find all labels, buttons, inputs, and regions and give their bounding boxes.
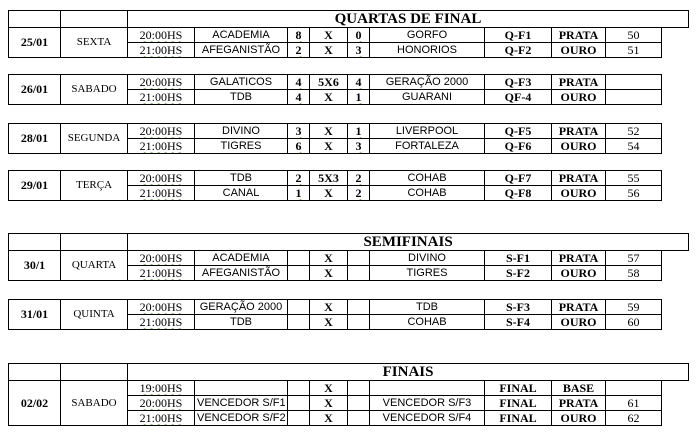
match-row [9, 75, 689, 90]
quartas-group-4 [8, 170, 689, 201]
match-category: PRATA [552, 28, 606, 43]
match-weekday: SABADO [61, 75, 128, 105]
match-number: 54 [606, 139, 662, 154]
match-time [128, 171, 195, 186]
away-score-text: 4 [355, 74, 362, 89]
finais-title: FINAIS [128, 364, 689, 381]
match-number [606, 75, 662, 90]
home-team: TIGRES [195, 139, 288, 154]
match-time [128, 186, 195, 201]
match-time-text: 21:00HS [139, 185, 183, 200]
match-time [128, 28, 195, 43]
match-time [128, 266, 195, 281]
match-category: OURO [552, 266, 606, 281]
match-time [128, 75, 195, 90]
versus-mark: X [310, 315, 348, 330]
away-team: GUARANI [370, 90, 485, 105]
match-code: FINAL [485, 396, 552, 411]
match-number [606, 90, 662, 105]
match-number: 52 [606, 124, 662, 139]
match-code: Q-F3 [485, 75, 552, 90]
away-score-text: 0 [355, 27, 362, 42]
match-weekday: QUINTA [61, 300, 128, 330]
match-time-text: 20:00HS [139, 170, 183, 185]
home-team: VENCEDOR S/F2 [195, 411, 288, 426]
home-score-text: 1 [295, 185, 302, 200]
home-score-text: 2 [295, 170, 302, 185]
match-time-text: 21:00HS [139, 265, 183, 280]
match-code: S-F4 [485, 315, 552, 330]
away-score [348, 124, 370, 139]
match-time-text: 21:00HS [139, 314, 183, 329]
match-time-text: 20:00HS [139, 299, 183, 314]
header-blank [61, 364, 128, 381]
away-score [348, 90, 370, 105]
match-category: OURO [552, 186, 606, 201]
home-score [288, 300, 310, 315]
away-score [348, 396, 370, 411]
match-date: 25/01 [9, 28, 61, 58]
away-score [348, 139, 370, 154]
quartas-group-1 [8, 10, 689, 58]
match-category: OURO [552, 90, 606, 105]
match-time-text: 21:00HS [139, 42, 183, 57]
away-score [348, 315, 370, 330]
home-score [288, 315, 310, 330]
match-category: PRATA [552, 251, 606, 266]
match-time-text: 21:00HS [139, 410, 183, 425]
versus-mark: X [310, 90, 348, 105]
match-time [128, 90, 195, 105]
header-blank [61, 234, 128, 251]
header-blank [9, 11, 61, 28]
match-time-text: 21:00HS [139, 89, 183, 104]
away-team: GERAÇÃO 2000 [370, 75, 485, 90]
home-team: AFEGANISTÃO [195, 43, 288, 58]
away-score [348, 300, 370, 315]
semi-title: SEMIFINAIS [128, 234, 689, 251]
home-score [288, 75, 310, 90]
away-score-text: 1 [355, 123, 362, 138]
home-score [288, 90, 310, 105]
away-score [348, 171, 370, 186]
match-code: S-F2 [485, 266, 552, 281]
match-category: BASE [552, 381, 606, 396]
home-team: GALATICOS [195, 75, 288, 90]
match-row [9, 300, 689, 315]
match-code: Q-F5 [485, 124, 552, 139]
match-code: Q-F7 [485, 171, 552, 186]
match-time-text: 20:00HS [139, 250, 183, 265]
versus-mark: 5X6 [310, 75, 348, 90]
home-score-text: 2 [295, 42, 302, 57]
home-score [288, 396, 310, 411]
away-score [348, 43, 370, 58]
away-score [348, 186, 370, 201]
match-date: 31/01 [9, 300, 61, 330]
match-number: 61 [606, 396, 662, 411]
match-category: OURO [552, 411, 606, 426]
away-score [348, 381, 370, 396]
quartas-group-2 [8, 74, 689, 105]
match-date: 29/01 [9, 171, 61, 201]
versus-mark: X [310, 396, 348, 411]
away-team: GORFO [370, 28, 485, 43]
match-row [9, 171, 689, 186]
away-team: COHAB [370, 171, 485, 186]
match-code: Q-F2 [485, 43, 552, 58]
home-team: ACADEMIA [195, 28, 288, 43]
away-team: COHAB [370, 315, 485, 330]
match-number: 60 [606, 315, 662, 330]
match-number: 59 [606, 300, 662, 315]
match-code: Q-F1 [485, 28, 552, 43]
match-code: FINAL [485, 381, 552, 396]
header-blank [9, 364, 61, 381]
match-code: QF-4 [485, 90, 552, 105]
quartas-title: QUARTAS DE FINAL [128, 11, 689, 28]
away-team: VENCEDOR S/F4 [370, 411, 485, 426]
away-team: LIVERPOOL [370, 124, 485, 139]
match-time [128, 411, 195, 426]
versus-mark: X [310, 186, 348, 201]
header-blank [9, 234, 61, 251]
away-team: TIGRES [370, 266, 485, 281]
home-score [288, 139, 310, 154]
semi-group-2 [8, 299, 689, 330]
match-number: 57 [606, 251, 662, 266]
versus-mark: X [310, 139, 348, 154]
match-code: Q-F8 [485, 186, 552, 201]
home-score [288, 381, 310, 396]
match-category: PRATA [552, 396, 606, 411]
match-row [9, 251, 689, 266]
away-score-text: 2 [355, 170, 362, 185]
versus-mark: X [310, 251, 348, 266]
versus-mark: X [310, 28, 348, 43]
home-team: CANAL [195, 186, 288, 201]
home-score [288, 28, 310, 43]
match-time-text: 19:00HS [139, 380, 183, 395]
match-date: 02/02 [9, 381, 61, 426]
home-team: TDB [195, 90, 288, 105]
match-code: S-F3 [485, 300, 552, 315]
match-row [9, 28, 689, 43]
match-category: OURO [552, 315, 606, 330]
match-row [9, 124, 689, 139]
away-team: VENCEDOR S/F3 [370, 396, 485, 411]
home-score-text: 4 [295, 74, 302, 89]
match-category: OURO [552, 139, 606, 154]
match-weekday: SABADO [61, 381, 128, 426]
match-weekday: TERÇA [61, 171, 128, 201]
match-time [128, 315, 195, 330]
match-category: OURO [552, 43, 606, 58]
versus-mark: X [310, 300, 348, 315]
away-team: COHAB [370, 186, 485, 201]
home-score-text: 4 [295, 89, 302, 104]
match-weekday: QUARTA [61, 251, 128, 281]
semi-group-1 [8, 233, 689, 281]
away-score-text: 2 [355, 185, 362, 200]
versus-mark: 5X3 [310, 171, 348, 186]
home-score [288, 171, 310, 186]
match-time-text: 20:00HS [139, 74, 183, 89]
home-team: TDB [195, 171, 288, 186]
match-time-text: 20:00HS [139, 123, 183, 138]
home-team: DIVINO [195, 124, 288, 139]
match-date: 26/01 [9, 75, 61, 105]
away-score-text: 1 [355, 89, 362, 104]
match-weekday: SEXTA [61, 28, 128, 58]
home-score-text: 3 [295, 123, 302, 138]
match-number: 56 [606, 186, 662, 201]
away-team: HONORIOS [370, 43, 485, 58]
match-number: 50 [606, 28, 662, 43]
match-number: 62 [606, 411, 662, 426]
away-score [348, 266, 370, 281]
home-score-text: 8 [295, 27, 302, 42]
home-team: AFEGANISTÃO [195, 266, 288, 281]
home-team: TDB [195, 315, 288, 330]
match-time [128, 381, 195, 396]
home-score [288, 411, 310, 426]
match-time [128, 251, 195, 266]
versus-mark: X [310, 411, 348, 426]
home-team [195, 381, 288, 396]
home-score [288, 43, 310, 58]
header-blank [61, 11, 128, 28]
versus-mark: X [310, 266, 348, 281]
match-time [128, 300, 195, 315]
finais-group-1 [8, 363, 689, 426]
match-code: FINAL [485, 411, 552, 426]
match-time [128, 43, 195, 58]
match-code: S-F1 [485, 251, 552, 266]
versus-mark: X [310, 43, 348, 58]
match-weekday: SEGUNDA [61, 124, 128, 154]
versus-mark: X [310, 381, 348, 396]
match-time [128, 124, 195, 139]
match-code: Q-F6 [485, 139, 552, 154]
away-score-text: 3 [355, 42, 362, 57]
away-team [370, 381, 485, 396]
home-team: VENCEDOR S/F1 [195, 396, 288, 411]
away-score [348, 28, 370, 43]
match-number: 55 [606, 171, 662, 186]
match-category: PRATA [552, 300, 606, 315]
match-number: 58 [606, 266, 662, 281]
home-score [288, 266, 310, 281]
match-date: 30/1 [9, 251, 61, 281]
match-category: PRATA [552, 124, 606, 139]
home-score [288, 124, 310, 139]
match-row [9, 381, 689, 396]
home-score [288, 251, 310, 266]
home-team: ACADEMIA [195, 251, 288, 266]
match-number: 51 [606, 43, 662, 58]
away-score [348, 411, 370, 426]
away-score [348, 251, 370, 266]
away-team: TDB [370, 300, 485, 315]
away-score-text: 3 [355, 138, 362, 153]
match-time-text: 20:00HS [139, 27, 183, 42]
away-score [348, 75, 370, 90]
home-score-text: 6 [295, 138, 302, 153]
match-date: 28/01 [9, 124, 61, 154]
match-time-text: 20:00HS [139, 395, 183, 410]
away-team: DIVINO [370, 251, 485, 266]
versus-mark: X [310, 124, 348, 139]
match-number [606, 381, 662, 396]
quartas-group-3 [8, 123, 689, 154]
match-time [128, 396, 195, 411]
home-score [288, 186, 310, 201]
match-time-text: 21:00HS [139, 138, 183, 153]
match-time [128, 139, 195, 154]
match-category: PRATA [552, 171, 606, 186]
home-team: GERAÇÃO 2000 [195, 300, 288, 315]
match-category: PRATA [552, 75, 606, 90]
away-team: FORTALEZA [370, 139, 485, 154]
